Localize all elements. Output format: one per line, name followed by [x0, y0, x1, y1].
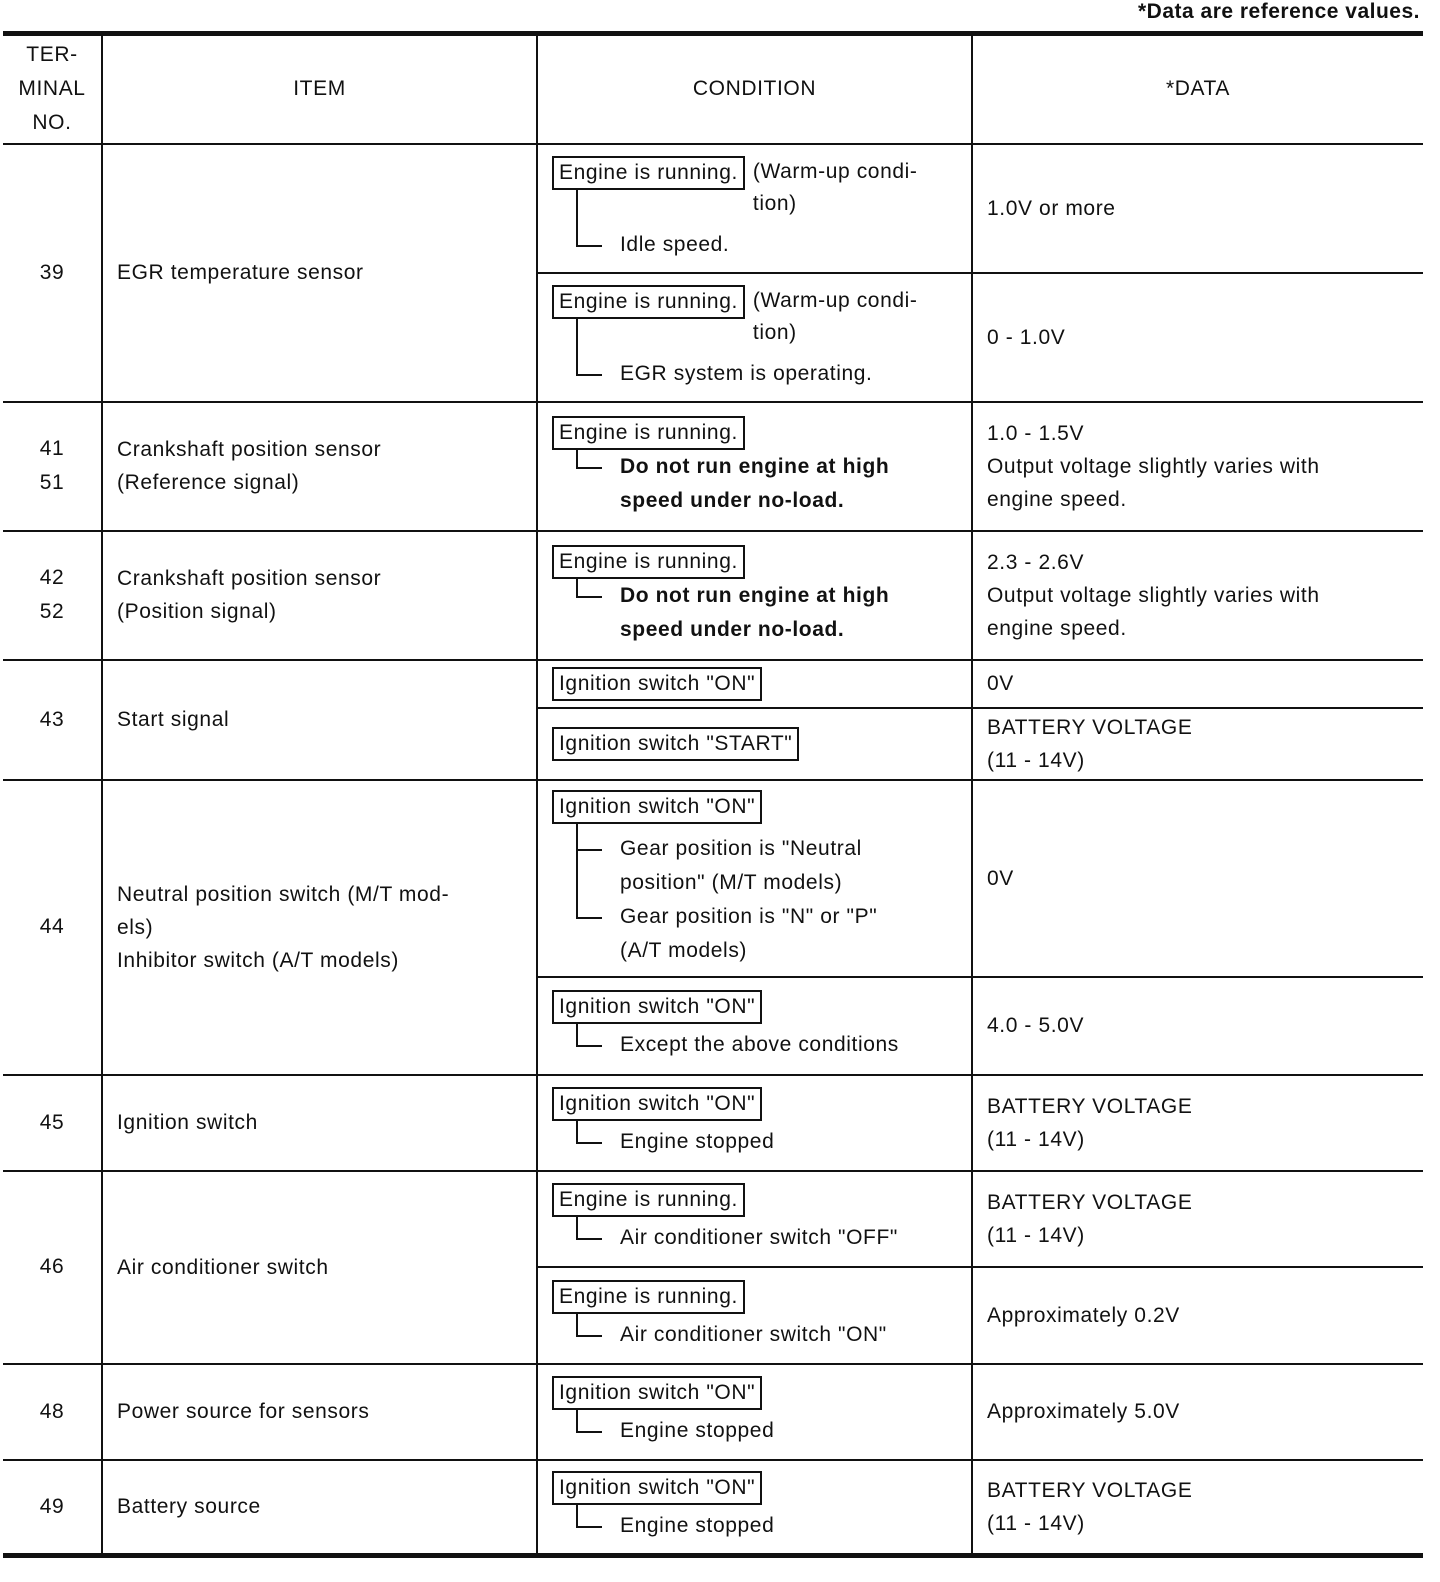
table-row	[3, 531, 1423, 660]
condition-box: Ignition switch "START"	[552, 727, 799, 761]
data-line: BATTERY VOLTAGE	[987, 1094, 1193, 1118]
data-cell: 0 - 1.0V	[972, 273, 1423, 402]
condition-extra: tion)	[752, 320, 797, 344]
header-condition: CONDITION	[537, 34, 972, 144]
data-line: BATTERY VOLTAGE	[987, 715, 1193, 739]
condition-sub: Air conditioner switch "OFF"	[620, 1226, 898, 1249]
data-cell	[972, 1075, 1423, 1171]
data-line: engine speed.	[987, 487, 1127, 511]
data-cell: 4.0 - 5.0V	[972, 977, 1423, 1075]
table-row	[3, 660, 1423, 708]
condition-sub: Gear position is "N" or "P"	[620, 904, 878, 928]
table-row	[3, 1075, 1423, 1171]
condition-sub: Engine stopped	[620, 1130, 775, 1153]
item-cell	[102, 780, 537, 1075]
data-cell	[972, 531, 1423, 660]
condition-box: Engine is running.	[552, 545, 745, 579]
item-cell: Power source for sensors	[102, 1364, 537, 1460]
condition-cell	[537, 708, 972, 780]
item-cell: Air conditioner switch	[102, 1171, 537, 1364]
condition-cell	[537, 1364, 972, 1460]
condition-extra: (Warm-up condi-	[752, 159, 918, 183]
condition-cell	[537, 1171, 972, 1267]
data-cell: Approximately 0.2V	[972, 1267, 1423, 1364]
table-row	[3, 144, 1423, 273]
item-line: Inhibitor switch (A/T models)	[117, 948, 399, 972]
table-row	[3, 1460, 1423, 1556]
item-cell: EGR temperature sensor	[102, 144, 537, 402]
item-line: Crankshaft position sensor	[117, 438, 382, 461]
condition-extra: (Warm-up condi-	[752, 288, 918, 312]
data-line: (11 - 14V)	[987, 1223, 1085, 1247]
item-cell: Start signal	[102, 660, 537, 780]
terminal-cell: 45	[3, 1075, 102, 1171]
data-cell: 0V	[972, 660, 1423, 708]
data-cell	[972, 402, 1423, 531]
data-cell	[972, 1171, 1423, 1267]
condition-sub: Idle speed.	[620, 232, 730, 256]
header-terminal-line: MINAL	[18, 77, 86, 101]
data-line: BATTERY VOLTAGE	[987, 1190, 1193, 1214]
data-line: engine speed.	[987, 616, 1127, 640]
data-cell: 0V	[972, 780, 1423, 977]
item-line: Neutral position switch (M/T mod-	[117, 882, 450, 906]
condition-cell	[537, 531, 972, 660]
condition-sub: Except the above conditions	[620, 1033, 899, 1056]
table-row	[3, 780, 1423, 977]
header-terminal-line: TER-	[26, 43, 78, 67]
terminal-cell	[3, 531, 102, 660]
condition-cell	[537, 402, 972, 531]
condition-sub: Engine stopped	[620, 1514, 775, 1538]
condition-sub: EGR system is operating.	[620, 361, 873, 385]
data-line: 1.0 - 1.5V	[987, 421, 1085, 445]
terminal-cell: 44	[3, 780, 102, 1075]
condition-cell	[537, 660, 972, 708]
condition-cell	[537, 144, 972, 273]
table-row	[3, 1364, 1423, 1460]
condition-sub: Air conditioner switch "ON"	[620, 1322, 887, 1346]
condition-cell	[537, 780, 972, 977]
data-line: Output voltage slightly varies with	[987, 583, 1320, 607]
terminal-number: 51	[39, 471, 65, 494]
condition-cell	[537, 1267, 972, 1364]
terminal-cell: 43	[3, 660, 102, 780]
terminal-number: 41	[39, 437, 65, 460]
table-row	[3, 1171, 1423, 1267]
item-cell	[102, 402, 537, 531]
condition-sub: Gear position is "Neutral	[620, 836, 862, 860]
terminal-cell	[3, 402, 102, 531]
header-data: *DATA	[972, 34, 1423, 144]
item-line: els)	[117, 915, 154, 939]
terminal-cell: 46	[3, 1171, 102, 1364]
data-line: (11 - 14V)	[987, 1511, 1085, 1535]
header-terminal-line: NO.	[32, 111, 72, 135]
condition-cell	[537, 1460, 972, 1556]
condition-cell	[537, 977, 972, 1075]
terminal-cell: 49	[3, 1460, 102, 1556]
item-cell	[102, 531, 537, 660]
item-cell: Ignition switch	[102, 1075, 537, 1171]
data-line: (11 - 14V)	[987, 748, 1085, 772]
terminal-cell: 48	[3, 1364, 102, 1460]
condition-box: Ignition switch "ON"	[552, 790, 762, 824]
terminal-data-table	[3, 31, 1423, 1558]
condition-box: Ignition switch "ON"	[552, 1471, 762, 1505]
data-cell	[972, 1460, 1423, 1556]
condition-sub: Do not run engine at high	[620, 583, 890, 607]
reference-note: *Data are reference values.	[1138, 0, 1420, 23]
terminal-cell: 39	[3, 144, 102, 402]
condition-sub: Do not run engine at high	[620, 454, 890, 478]
header-item: ITEM	[102, 34, 537, 144]
condition-extra: tion)	[752, 191, 797, 215]
condition-box: Engine is running.	[552, 285, 745, 319]
item-cell: Battery source	[102, 1460, 537, 1556]
data-line: 2.3 - 2.6V	[987, 550, 1085, 574]
condition-cell	[537, 1075, 972, 1171]
condition-sub: speed under no-load.	[620, 488, 845, 512]
condition-sub: Engine stopped	[620, 1419, 775, 1442]
condition-box: Ignition switch "ON"	[552, 990, 762, 1024]
data-cell: 1.0V or more	[972, 144, 1423, 273]
condition-box: Engine is running.	[552, 416, 745, 450]
data-cell	[972, 708, 1423, 780]
terminal-number: 52	[39, 600, 65, 623]
condition-cell	[537, 273, 972, 402]
condition-box: Engine is running.	[552, 1280, 745, 1314]
terminal-number: 42	[39, 566, 65, 589]
condition-sub: (A/T models)	[620, 938, 748, 962]
header-terminal	[3, 34, 102, 144]
data-line: (11 - 14V)	[987, 1127, 1085, 1151]
condition-sub: position" (M/T models)	[620, 870, 843, 894]
item-line: Crankshaft position sensor	[117, 567, 382, 590]
table-row	[3, 402, 1423, 531]
condition-box: Ignition switch "ON"	[552, 1376, 762, 1410]
header-row	[3, 34, 1423, 144]
condition-box: Engine is running.	[552, 156, 745, 190]
data-cell: Approximately 5.0V	[972, 1364, 1423, 1460]
data-line: Output voltage slightly varies with	[987, 454, 1320, 478]
condition-box: Engine is running.	[552, 1183, 745, 1217]
item-line: (Position signal)	[117, 600, 277, 623]
condition-box: Ignition switch "ON"	[552, 1087, 762, 1121]
data-line: BATTERY VOLTAGE	[987, 1478, 1193, 1502]
condition-sub: speed under no-load.	[620, 617, 845, 641]
condition-box: Ignition switch "ON"	[552, 667, 762, 701]
item-line: (Reference signal)	[117, 471, 300, 494]
